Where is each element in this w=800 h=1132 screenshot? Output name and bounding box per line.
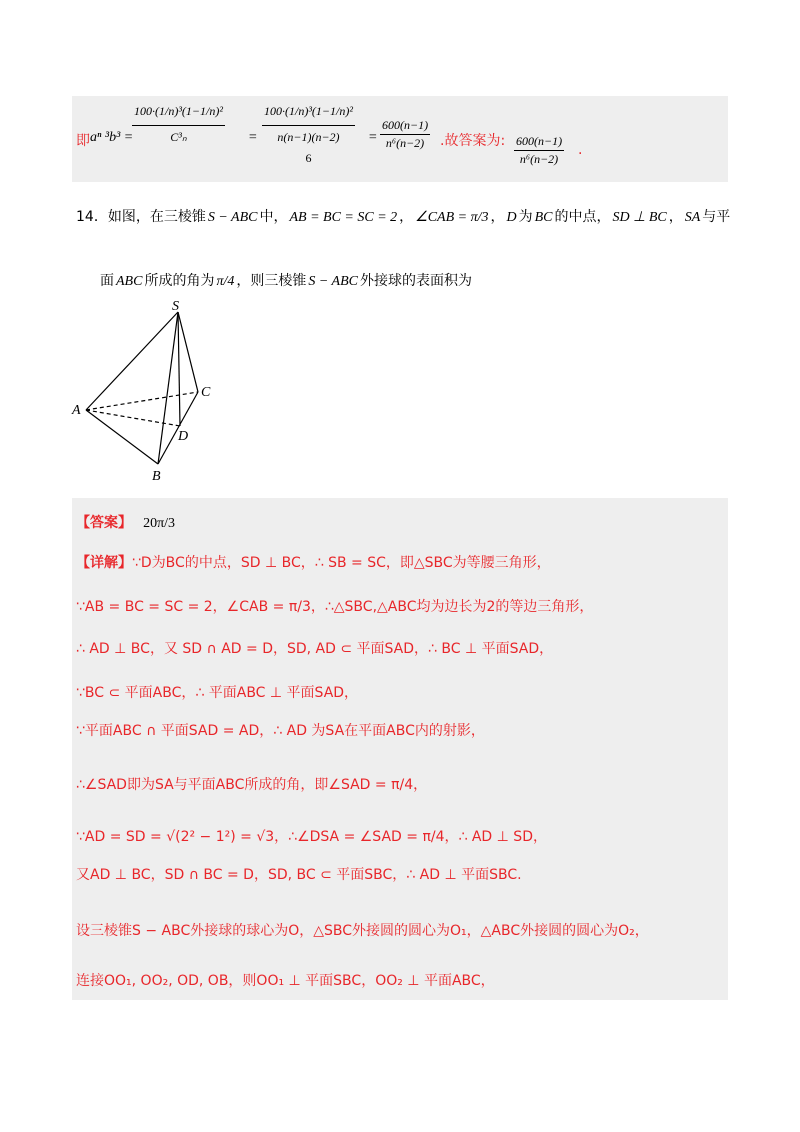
problem-text: ，	[490, 209, 505, 225]
problem-line-1	[76, 206, 730, 226]
problem-text: 外接球的表面积为	[360, 273, 472, 289]
label-a: A	[72, 403, 81, 418]
fraction-3	[380, 118, 430, 151]
answer-phrase: .故答案为:	[440, 133, 506, 149]
problem-math: SA	[684, 210, 701, 225]
label-d: D	[178, 429, 189, 444]
problem-text: 的中点，	[554, 209, 611, 225]
solution-line-6: ∴∠SAD即为SA与平面ABC所成的角，即∠SAD = π/4，	[76, 777, 428, 793]
solution-line-8: 又AD ⊥ BC，SD ∩ BC = D，SD, BC ⊂ 平面SBC，∴ AD ⊥ 平面SBC.	[76, 867, 522, 883]
pyramid-figure	[70, 298, 230, 488]
fraction-2-denominator-bottom: 6	[305, 151, 312, 165]
equals-2: =	[368, 130, 378, 145]
edge-sc	[178, 312, 198, 392]
edge-ab	[86, 410, 158, 464]
fraction-4-denominator: n⁶(n−2)	[519, 152, 559, 166]
problem-math: SD ⊥ BC	[612, 210, 667, 225]
fraction-2-numerator: 100·(1/n)³(1−1/n)²	[262, 104, 355, 126]
solution-line-9: 设三棱锥S − ABC外接球的球心为O，△SBC外接圆的圆心为O₁，△ABC外接圆的圆心为O₂，	[76, 923, 649, 939]
answer-tag: 【答案】	[76, 515, 132, 531]
problem-text: ，	[399, 209, 414, 225]
solution-line-5: ∵平面ABC ∩ 平面SAD = AD，∴ AD 为SA在平面ABC内的射影，	[76, 723, 485, 739]
problem-number: 14．	[76, 209, 108, 225]
fraction-4	[514, 134, 564, 167]
problem-text: 所成的角为	[144, 273, 215, 289]
fraction-3-numerator: 600(n−1)	[380, 118, 430, 135]
solution-line-2: ∵AB = BC = SC = 2，∠CAB = π/3，∴△SBC,△ABC均为边长为2的等边三角形，	[76, 599, 594, 615]
problem-math: D	[506, 210, 517, 225]
fraction-1-denominator: C³ₙ	[170, 130, 187, 144]
detail-tag: 【详解】	[76, 555, 132, 571]
problem-math: S − ABC	[207, 210, 258, 225]
problem-text: 如图，在三棱锥	[107, 209, 206, 225]
edge-sd	[178, 312, 180, 426]
problem-math: BC	[534, 210, 553, 225]
label-s: S	[172, 299, 179, 314]
edge-ac-hidden	[86, 392, 198, 410]
solution-text: ∵D为BC的中点，SD ⊥ BC，∴ SB = SC，即△SBC为等腰三角形，	[132, 555, 551, 571]
fraction-3-denominator: n⁶(n−2)	[385, 136, 425, 150]
fraction-1-numerator: 100·(1/n)³(1−1/n)²	[132, 104, 225, 126]
problem-text: 为	[518, 209, 533, 225]
problem-text: 面	[100, 273, 114, 289]
solution-line-4: ∵BC ⊂ 平面ABC，∴ 平面ABC ⊥ 平面SAD，	[76, 685, 359, 701]
lhs-expression: aⁿ ³b³ =	[90, 130, 134, 145]
problem-math: π/4	[216, 274, 235, 289]
solution-line-3: ∴ AD ⊥ BC，又 SD ∩ AD = D，SD, AD ⊂ 平面SAD，∴ BC ⊥ 平面SAD，	[76, 641, 554, 657]
edge-ad-hidden	[86, 410, 180, 426]
label-b: B	[152, 469, 161, 484]
solution-line-1	[76, 552, 551, 572]
answer-row	[76, 512, 175, 532]
edge-sb	[158, 312, 178, 464]
problem-math: S − ABC	[308, 274, 358, 289]
problem-text: ，	[668, 209, 683, 225]
end-dot: .	[578, 142, 583, 158]
problem-math: ∠CAB = π/3	[415, 210, 489, 225]
solution-line-10: 连接OO₁, OO₂, OD, OB，则OO₁ ⊥ 平面SBC，OO₂ ⊥ 平面ABC，	[76, 973, 495, 989]
problem-line-2	[100, 270, 472, 290]
fraction-1	[132, 104, 225, 145]
problem-text: ，则三棱锥	[236, 273, 307, 289]
equals-1: =	[248, 130, 258, 145]
solution-line-7: ∵AD = SD = √(2² − 1²) = √3，∴∠DSA = ∠SAD = π/4，∴ AD ⊥ SD，	[76, 829, 547, 845]
answer-value: 20π/3	[143, 516, 176, 531]
edge-bc	[158, 392, 198, 464]
fraction-2	[262, 104, 355, 166]
fraction-2-denominator: n(n−1)(n−2)	[277, 130, 340, 144]
prefix-text: 即	[76, 133, 90, 149]
problem-text: 与平	[702, 209, 731, 225]
edge-sa	[86, 312, 178, 410]
problem-math: ABC	[116, 274, 143, 289]
label-c: C	[201, 385, 211, 400]
fraction-4-numerator: 600(n−1)	[514, 134, 564, 151]
problem-text: 中，	[259, 209, 288, 225]
problem-math: AB = BC = SC = 2	[289, 210, 398, 225]
